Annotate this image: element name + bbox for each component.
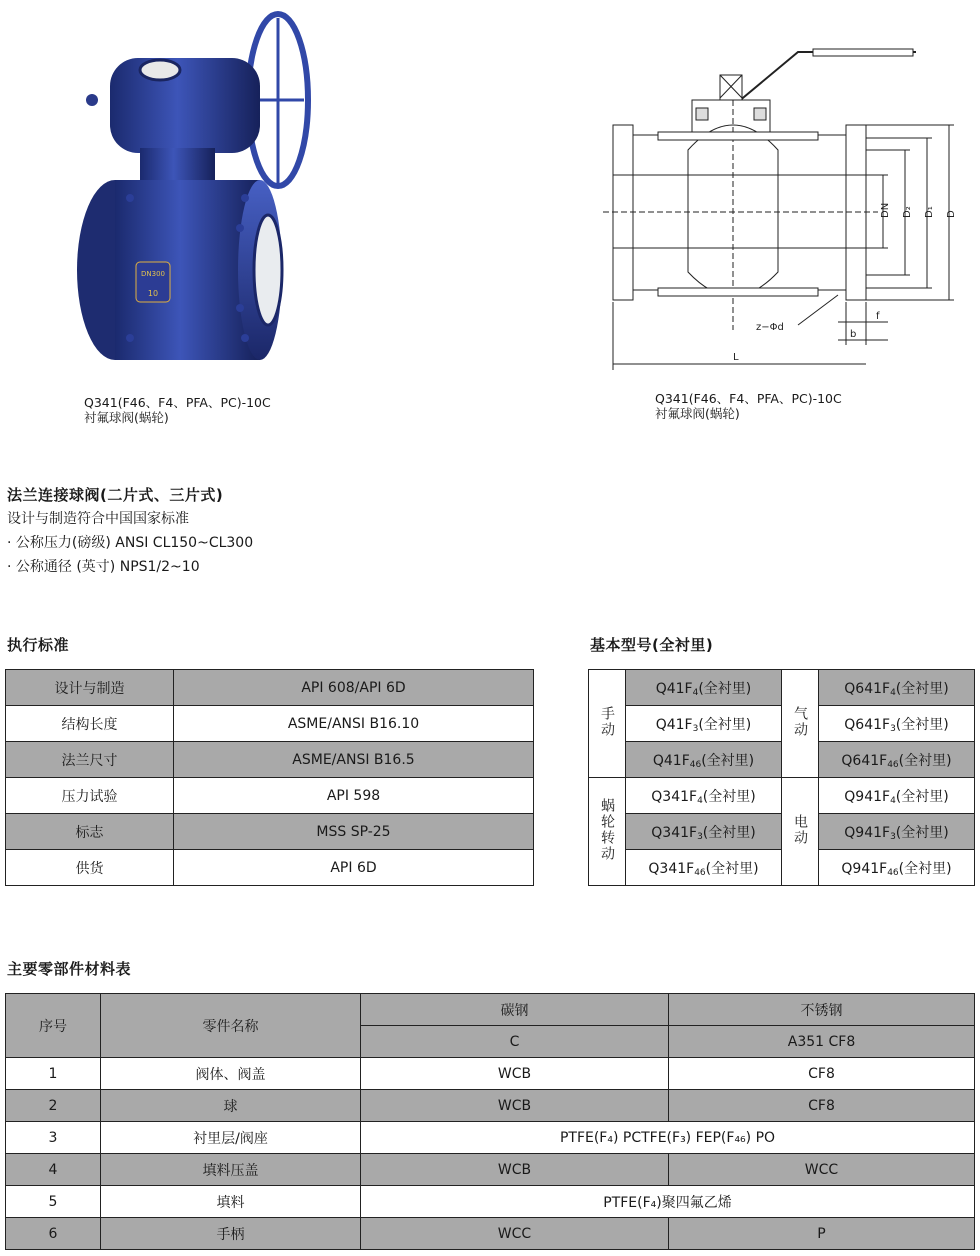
valve-drawing: [598, 40, 968, 380]
standards-label: 法兰尺寸: [6, 742, 174, 778]
material-part: 填料: [101, 1186, 361, 1218]
model-electric-f4: $Q941F_4$(全衬里): [819, 778, 975, 814]
standards-label: 标志: [6, 814, 174, 850]
model-manual-f3: $Q41F_3$(全衬里): [626, 706, 782, 742]
drawing-caption-name: 衬氟球阀(蜗轮): [655, 406, 740, 421]
material-stainless: WCC: [669, 1154, 975, 1186]
model-manual-f46: $Q41F_{46}$(全衬里): [626, 742, 782, 778]
standards-table: [5, 669, 534, 886]
material-stainless: CF8: [669, 1090, 975, 1122]
photo-caption-model: Q341(F46、F4、PFA、PC)-10C: [84, 395, 271, 410]
header-stainless: 不锈钢: [669, 994, 975, 1026]
material-part: 手柄: [101, 1218, 361, 1250]
dim-f: f: [876, 311, 880, 322]
standards-row: [6, 778, 534, 814]
material-part: 阀体、阀盖: [101, 1058, 361, 1090]
model-electric-f46: $Q941F_{46}$(全衬里): [819, 850, 975, 886]
photo-caption-name: 衬氟球阀(蜗轮): [84, 410, 169, 425]
standards-row: [6, 670, 534, 706]
standards-value: MSS SP-25: [174, 814, 534, 850]
standards-row: [6, 742, 534, 778]
material-span: PTFE(F₄) PCTFE(F₃) FEP(F₄₆) PO: [361, 1122, 975, 1154]
header-carbon: 碳钢: [361, 994, 669, 1026]
material-span: PTFE(F₄)聚四氟乙烯: [361, 1186, 975, 1218]
model-worm-f3: $Q341F_3$(全衬里): [626, 814, 782, 850]
standards-value: API 608/API 6D: [174, 670, 534, 706]
material-row: [6, 1154, 975, 1186]
header-part: 零件名称: [101, 994, 361, 1058]
dim-dn: DN: [880, 202, 891, 218]
model-worm-f46: $Q341F_{46}$(全衬里): [626, 850, 782, 886]
intro-line-standard: 设计与制造符合中国国家标准: [7, 511, 189, 527]
material-no: 1: [6, 1058, 101, 1090]
group-pneumatic: 气动: [792, 705, 808, 738]
material-part: 衬里层/阀座: [101, 1122, 361, 1154]
material-no: 3: [6, 1122, 101, 1154]
dim-d2: D₂: [902, 206, 913, 218]
badge-text-bottom: 10: [147, 289, 159, 298]
photo-caption: [84, 395, 271, 425]
group-manual: 手动: [599, 705, 615, 738]
material-row: [6, 1090, 975, 1122]
models-table: [588, 669, 975, 886]
material-part: 填料压盖: [101, 1154, 361, 1186]
material-row: [6, 1122, 975, 1154]
material-no: 5: [6, 1186, 101, 1218]
material-row: [6, 1186, 975, 1218]
material-part: 球: [101, 1090, 361, 1122]
dim-l: L: [733, 352, 739, 363]
model-pneumatic-f46: $Q641F_{46}$(全衬里): [819, 742, 975, 778]
header-stainless-code: A351 CF8: [669, 1026, 975, 1058]
intro-title: 法兰连接球阀(二片式、三片式): [7, 486, 224, 504]
group-worm: 蜗轮转动: [599, 797, 615, 862]
models-title: 基本型号(全衬里): [590, 636, 714, 654]
material-carbon: WCC: [361, 1218, 669, 1250]
valve-photo: [40, 8, 320, 378]
standards-value: API 6D: [174, 850, 534, 886]
header-no: 序号: [6, 994, 101, 1058]
dim-zphid: z−Φd: [756, 322, 784, 333]
material-carbon: WCB: [361, 1090, 669, 1122]
material-no: 2: [6, 1090, 101, 1122]
standards-row: [6, 814, 534, 850]
intro-text: [7, 507, 253, 579]
model-pneumatic-f4: $Q641F_4$(全衬里): [819, 670, 975, 706]
intro-line-size: · 公称通径 (英寸) NPS1/2~10: [7, 559, 200, 575]
standards-value: API 598: [174, 778, 534, 814]
drawing-caption: [655, 391, 842, 421]
model-worm-f4: $Q341F_4$(全衬里): [626, 778, 782, 814]
group-electric: 电动: [792, 813, 808, 846]
dim-d1: D₁: [924, 206, 935, 218]
model-manual-f4: $Q41F_4$(全衬里): [626, 670, 782, 706]
model-electric-f3: $Q941F_3$(全衬里): [819, 814, 975, 850]
header-carbon-code: C: [361, 1026, 669, 1058]
materials-table: [5, 993, 975, 1250]
standards-row: [6, 706, 534, 742]
material-stainless: CF8: [669, 1058, 975, 1090]
materials-title: 主要零部件材料表: [7, 960, 132, 978]
material-no: 4: [6, 1154, 101, 1186]
material-carbon: WCB: [361, 1154, 669, 1186]
badge-text-top: DN300: [141, 270, 165, 278]
standards-row: [6, 850, 534, 886]
standards-label: 供货: [6, 850, 174, 886]
standards-value: ASME/ANSI B16.5: [174, 742, 534, 778]
standards-label: 结构长度: [6, 706, 174, 742]
material-row: [6, 1058, 975, 1090]
standards-title: 执行标准: [7, 636, 70, 654]
standards-label: 压力试验: [6, 778, 174, 814]
material-no: 6: [6, 1218, 101, 1250]
dim-b: b: [850, 329, 857, 340]
material-stainless: P: [669, 1218, 975, 1250]
standards-value: ASME/ANSI B16.10: [174, 706, 534, 742]
model-pneumatic-f3: $Q641F_3$(全衬里): [819, 706, 975, 742]
intro-line-pressure: · 公称压力(磅级) ANSI CL150~CL300: [7, 535, 254, 551]
drawing-caption-model: Q341(F46、F4、PFA、PC)-10C: [655, 391, 842, 406]
standards-label: 设计与制造: [6, 670, 174, 706]
material-row: [6, 1218, 975, 1250]
dim-d: D: [946, 210, 957, 218]
material-carbon: WCB: [361, 1058, 669, 1090]
